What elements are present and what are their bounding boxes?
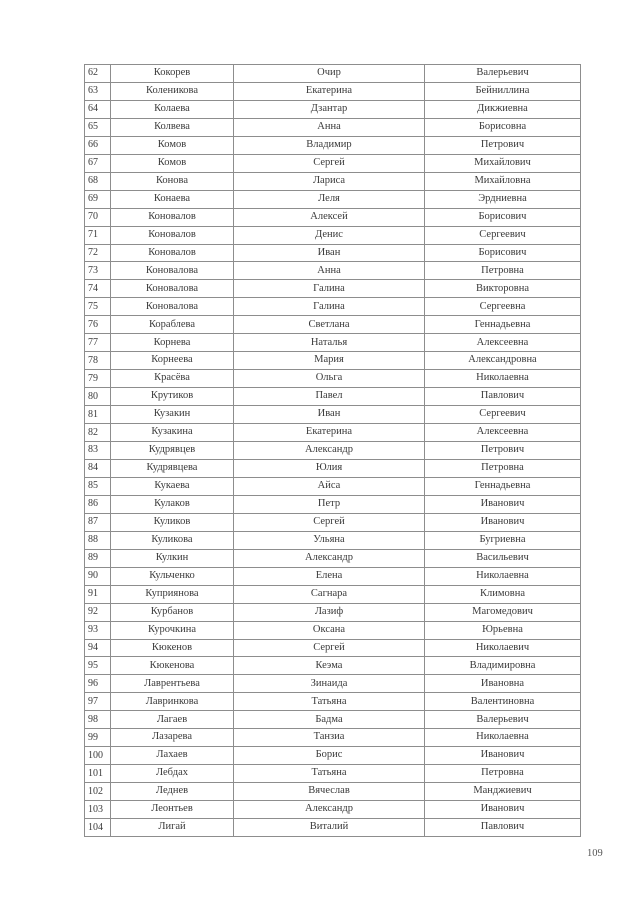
first-name-cell: Иван bbox=[234, 244, 425, 262]
first-name-cell: Ульяна bbox=[234, 531, 425, 549]
table-row bbox=[85, 370, 581, 388]
row-number: 97 bbox=[85, 693, 111, 711]
row-number: 77 bbox=[85, 334, 111, 352]
patronymic-cell: Иванович bbox=[425, 513, 581, 531]
row-number: 85 bbox=[85, 477, 111, 495]
first-name-cell: Вячеслав bbox=[234, 783, 425, 801]
surname-cell: Кулкин bbox=[111, 549, 234, 567]
table-row bbox=[85, 100, 581, 118]
patronymic-cell: Валентиновна bbox=[425, 693, 581, 711]
row-number: 89 bbox=[85, 549, 111, 567]
table-row bbox=[85, 495, 581, 513]
table-row bbox=[85, 459, 581, 477]
surname-cell: Крутиков bbox=[111, 388, 234, 406]
surname-cell: Леонтьев bbox=[111, 801, 234, 819]
surname-cell: Лагаев bbox=[111, 711, 234, 729]
patronymic-cell: Юрьевна bbox=[425, 621, 581, 639]
first-name-cell: Александр bbox=[234, 801, 425, 819]
patronymic-cell: Петровна bbox=[425, 262, 581, 280]
patronymic-cell: Алексеевна bbox=[425, 424, 581, 442]
row-number: 100 bbox=[85, 747, 111, 765]
patronymic-cell: Алексеевна bbox=[425, 334, 581, 352]
first-name-cell: Дзантар bbox=[234, 100, 425, 118]
first-name-cell: Айса bbox=[234, 477, 425, 495]
first-name-cell: Сергей bbox=[234, 513, 425, 531]
first-name-cell: Лариса bbox=[234, 172, 425, 190]
row-number: 96 bbox=[85, 675, 111, 693]
first-name-cell: Очир bbox=[234, 65, 425, 83]
table-row bbox=[85, 567, 581, 585]
patronymic-cell: Дикжиевна bbox=[425, 100, 581, 118]
table-row bbox=[85, 208, 581, 226]
surname-cell: Лигай bbox=[111, 819, 234, 837]
patronymic-cell: Викторовна bbox=[425, 280, 581, 298]
table-row bbox=[85, 352, 581, 370]
first-name-cell: Танзиа bbox=[234, 729, 425, 747]
table-row bbox=[85, 298, 581, 316]
table-row bbox=[85, 280, 581, 298]
first-name-cell: Ольга bbox=[234, 370, 425, 388]
surname-cell: Лазарева bbox=[111, 729, 234, 747]
patronymic-cell: Ивановна bbox=[425, 675, 581, 693]
patronymic-cell: Петровна bbox=[425, 765, 581, 783]
row-number: 69 bbox=[85, 190, 111, 208]
surname-cell: Курбанов bbox=[111, 603, 234, 621]
table-row bbox=[85, 477, 581, 495]
row-number: 95 bbox=[85, 657, 111, 675]
patronymic-cell: Павлович bbox=[425, 388, 581, 406]
surname-cell: Коновалов bbox=[111, 244, 234, 262]
row-number: 73 bbox=[85, 262, 111, 280]
table-row bbox=[85, 424, 581, 442]
table-row bbox=[85, 531, 581, 549]
surname-cell: Курочкина bbox=[111, 621, 234, 639]
first-name-cell: Татьяна bbox=[234, 765, 425, 783]
first-name-cell: Петр bbox=[234, 495, 425, 513]
row-number: 78 bbox=[85, 352, 111, 370]
row-number: 79 bbox=[85, 370, 111, 388]
table-row bbox=[85, 639, 581, 657]
row-number: 67 bbox=[85, 154, 111, 172]
row-number: 81 bbox=[85, 406, 111, 424]
row-number: 92 bbox=[85, 603, 111, 621]
table-row bbox=[85, 675, 581, 693]
patronymic-cell: Михайловна bbox=[425, 172, 581, 190]
row-number: 91 bbox=[85, 585, 111, 603]
surname-cell: Кулаков bbox=[111, 495, 234, 513]
table-row bbox=[85, 801, 581, 819]
table-row bbox=[85, 549, 581, 567]
surname-cell: Корнева bbox=[111, 334, 234, 352]
table-row bbox=[85, 819, 581, 837]
row-number: 74 bbox=[85, 280, 111, 298]
first-name-cell: Сагнара bbox=[234, 585, 425, 603]
patronymic-cell: Магомедович bbox=[425, 603, 581, 621]
first-name-cell: Бадма bbox=[234, 711, 425, 729]
row-number: 72 bbox=[85, 244, 111, 262]
patronymic-cell: Васильевич bbox=[425, 549, 581, 567]
surname-cell: Куприянова bbox=[111, 585, 234, 603]
table-row bbox=[85, 765, 581, 783]
first-name-cell: Владимир bbox=[234, 136, 425, 154]
surname-cell: Колвева bbox=[111, 118, 234, 136]
row-number: 66 bbox=[85, 136, 111, 154]
first-name-cell: Леля bbox=[234, 190, 425, 208]
table-row bbox=[85, 388, 581, 406]
patronymic-cell: Геннадьевна bbox=[425, 477, 581, 495]
patronymic-cell: Борисовна bbox=[425, 118, 581, 136]
table-row bbox=[85, 334, 581, 352]
first-name-cell: Наталья bbox=[234, 334, 425, 352]
surname-cell: Кудрявцева bbox=[111, 459, 234, 477]
surname-cell: Лебдах bbox=[111, 765, 234, 783]
surname-cell: Конова bbox=[111, 172, 234, 190]
surname-cell: Конаева bbox=[111, 190, 234, 208]
patronymic-cell: Бугриевна bbox=[425, 531, 581, 549]
patronymic-cell: Эрдниевна bbox=[425, 190, 581, 208]
first-name-cell: Анна bbox=[234, 262, 425, 280]
patronymic-cell: Борисович bbox=[425, 244, 581, 262]
row-number: 65 bbox=[85, 118, 111, 136]
surname-cell: Лавринкова bbox=[111, 693, 234, 711]
row-number: 101 bbox=[85, 765, 111, 783]
surname-cell: Куликов bbox=[111, 513, 234, 531]
table-row bbox=[85, 65, 581, 83]
first-name-cell: Мария bbox=[234, 352, 425, 370]
table-row bbox=[85, 406, 581, 424]
surname-cell: Комов bbox=[111, 154, 234, 172]
patronymic-cell: Иванович bbox=[425, 495, 581, 513]
patronymic-cell: Бейниллина bbox=[425, 82, 581, 100]
row-number: 63 bbox=[85, 82, 111, 100]
table-row bbox=[85, 226, 581, 244]
first-name-cell: Оксана bbox=[234, 621, 425, 639]
row-number: 90 bbox=[85, 567, 111, 585]
first-name-cell: Сергей bbox=[234, 154, 425, 172]
surname-cell: Коновалов bbox=[111, 226, 234, 244]
row-number: 104 bbox=[85, 819, 111, 837]
table-row bbox=[85, 442, 581, 460]
first-name-cell: Иван bbox=[234, 406, 425, 424]
patronymic-cell: Петрович bbox=[425, 136, 581, 154]
surname-cell: Кюкенов bbox=[111, 639, 234, 657]
surname-cell: Лаврентьева bbox=[111, 675, 234, 693]
table-row bbox=[85, 316, 581, 334]
surname-cell: Коновалов bbox=[111, 208, 234, 226]
first-name-cell: Виталий bbox=[234, 819, 425, 837]
first-name-cell: Сергей bbox=[234, 639, 425, 657]
first-name-cell: Екатерина bbox=[234, 424, 425, 442]
surname-cell: Корнеева bbox=[111, 352, 234, 370]
surname-cell: Кудрявцев bbox=[111, 442, 234, 460]
patronymic-cell: Петрович bbox=[425, 442, 581, 460]
patronymic-cell: Геннадьевна bbox=[425, 316, 581, 334]
surname-cell: Комов bbox=[111, 136, 234, 154]
surname-cell: Кокорев bbox=[111, 65, 234, 83]
surname-cell: Коновалова bbox=[111, 298, 234, 316]
row-number: 64 bbox=[85, 100, 111, 118]
first-name-cell: Елена bbox=[234, 567, 425, 585]
table-row bbox=[85, 621, 581, 639]
row-number: 84 bbox=[85, 459, 111, 477]
patronymic-cell: Петровна bbox=[425, 459, 581, 477]
table-row bbox=[85, 747, 581, 765]
table-row bbox=[85, 513, 581, 531]
row-number: 70 bbox=[85, 208, 111, 226]
surname-cell: Коновалова bbox=[111, 280, 234, 298]
people-table bbox=[84, 64, 581, 837]
row-number: 94 bbox=[85, 639, 111, 657]
table-row bbox=[85, 585, 581, 603]
patronymic-cell: Сергеевич bbox=[425, 406, 581, 424]
patronymic-cell: Иванович bbox=[425, 747, 581, 765]
row-number: 102 bbox=[85, 783, 111, 801]
first-name-cell: Галина bbox=[234, 280, 425, 298]
people-table-body bbox=[85, 65, 581, 837]
surname-cell: Кукаева bbox=[111, 477, 234, 495]
table-row bbox=[85, 154, 581, 172]
table-row bbox=[85, 262, 581, 280]
surname-cell: Коновалова bbox=[111, 262, 234, 280]
page-number: 109 bbox=[587, 848, 603, 859]
surname-cell: Куликова bbox=[111, 531, 234, 549]
row-number: 62 bbox=[85, 65, 111, 83]
row-number: 93 bbox=[85, 621, 111, 639]
patronymic-cell: Манджиевич bbox=[425, 783, 581, 801]
first-name-cell: Лазиф bbox=[234, 603, 425, 621]
patronymic-cell: Владимировна bbox=[425, 657, 581, 675]
table-row bbox=[85, 783, 581, 801]
patronymic-cell: Иванович bbox=[425, 801, 581, 819]
first-name-cell: Алексей bbox=[234, 208, 425, 226]
first-name-cell: Светлана bbox=[234, 316, 425, 334]
patronymic-cell: Николаевна bbox=[425, 729, 581, 747]
row-number: 68 bbox=[85, 172, 111, 190]
row-number: 80 bbox=[85, 388, 111, 406]
first-name-cell: Александр bbox=[234, 549, 425, 567]
surname-cell: Леднев bbox=[111, 783, 234, 801]
patronymic-cell: Николаевна bbox=[425, 567, 581, 585]
first-name-cell: Зинаида bbox=[234, 675, 425, 693]
table-row bbox=[85, 244, 581, 262]
first-name-cell: Юлия bbox=[234, 459, 425, 477]
first-name-cell: Борис bbox=[234, 747, 425, 765]
patronymic-cell: Борисович bbox=[425, 208, 581, 226]
patronymic-cell: Михайлович bbox=[425, 154, 581, 172]
row-number: 75 bbox=[85, 298, 111, 316]
first-name-cell: Анна bbox=[234, 118, 425, 136]
patronymic-cell: Николаевна bbox=[425, 370, 581, 388]
patronymic-cell: Сергеевич bbox=[425, 226, 581, 244]
table-row bbox=[85, 118, 581, 136]
first-name-cell: Денис bbox=[234, 226, 425, 244]
patronymic-cell: Николаевич bbox=[425, 639, 581, 657]
patronymic-cell: Климовна bbox=[425, 585, 581, 603]
row-number: 82 bbox=[85, 424, 111, 442]
patronymic-cell: Сергеевна bbox=[425, 298, 581, 316]
surname-cell: Кульченко bbox=[111, 567, 234, 585]
table-row bbox=[85, 603, 581, 621]
row-number: 87 bbox=[85, 513, 111, 531]
patronymic-cell: Павлович bbox=[425, 819, 581, 837]
surname-cell: Лахаев bbox=[111, 747, 234, 765]
first-name-cell: Кеэма bbox=[234, 657, 425, 675]
table-row bbox=[85, 657, 581, 675]
row-number: 88 bbox=[85, 531, 111, 549]
row-number: 98 bbox=[85, 711, 111, 729]
row-number: 76 bbox=[85, 316, 111, 334]
first-name-cell: Павел bbox=[234, 388, 425, 406]
table-row bbox=[85, 711, 581, 729]
table-row bbox=[85, 729, 581, 747]
patronymic-cell: Валерьевич bbox=[425, 65, 581, 83]
patronymic-cell: Валерьевич bbox=[425, 711, 581, 729]
first-name-cell: Екатерина bbox=[234, 82, 425, 100]
table-row bbox=[85, 190, 581, 208]
table-row bbox=[85, 172, 581, 190]
surname-cell: Коленикова bbox=[111, 82, 234, 100]
surname-cell: Кораблева bbox=[111, 316, 234, 334]
table-row bbox=[85, 82, 581, 100]
surname-cell: Красёва bbox=[111, 370, 234, 388]
row-number: 71 bbox=[85, 226, 111, 244]
row-number: 83 bbox=[85, 442, 111, 460]
table-row bbox=[85, 693, 581, 711]
row-number: 103 bbox=[85, 801, 111, 819]
first-name-cell: Галина bbox=[234, 298, 425, 316]
row-number: 86 bbox=[85, 495, 111, 513]
first-name-cell: Татьяна bbox=[234, 693, 425, 711]
surname-cell: Кюкенова bbox=[111, 657, 234, 675]
row-number: 99 bbox=[85, 729, 111, 747]
surname-cell: Кузакина bbox=[111, 424, 234, 442]
surname-cell: Кузакин bbox=[111, 406, 234, 424]
patronymic-cell: Александровна bbox=[425, 352, 581, 370]
first-name-cell: Александр bbox=[234, 442, 425, 460]
surname-cell: Колаева bbox=[111, 100, 234, 118]
table-row bbox=[85, 136, 581, 154]
